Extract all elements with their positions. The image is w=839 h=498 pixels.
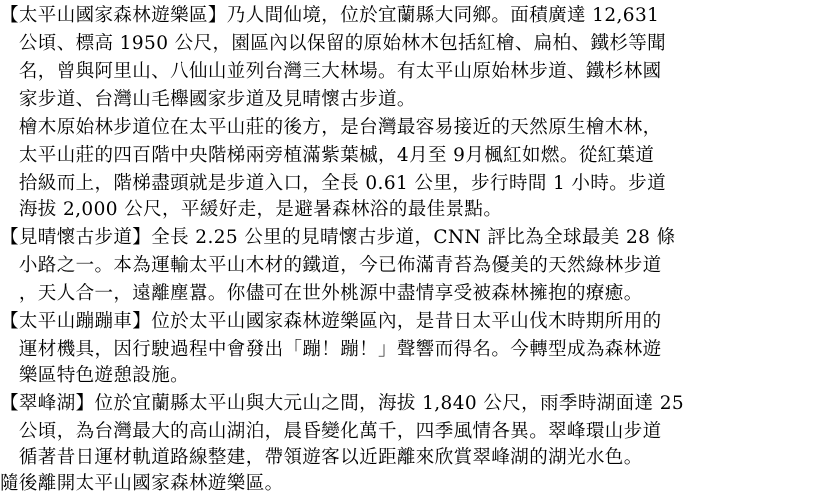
paragraph-1-line-8: 海拔 2,000 公尺，平緩好走，是避暑森林浴的最佳景點。 [0, 199, 503, 220]
paragraph-3-line-1: 【太平山蹦蹦車】位於太平山國家森林遊樂區內，是昔日太平山伐木時期所用的 [0, 311, 662, 332]
paragraph-1-line-5: 檜木原始林步道位在太平山莊的後方，是台灣最容易接近的天然原生檜木林， [0, 117, 662, 138]
paragraph-1-line-4: 家步道、台灣山毛櫸國家步道及見晴懷古步道。 [0, 89, 416, 110]
paragraph-4-line-1: 【翠峰湖】位於宜蘭縣太平山與大元山之間，海拔 1,840 公尺，雨季時湖面達 25 [0, 393, 685, 414]
paragraph-1-line-7: 拾級而上，階梯盡頭就是步道入口，全長 0.61 公里，步行時間 1 小時。步道 [0, 173, 666, 194]
paragraph-3-line-3: 樂區特色遊憩設施。 [0, 365, 190, 386]
paragraph-1-line-6: 太平山莊的四百階中央階梯兩旁植滿紫葉槭，4月至 9月楓紅如燃。從紅葉道 [0, 145, 655, 166]
paragraph-1-line-1: 【太平山國家森林遊樂區】乃人間仙境，位於宜蘭縣大同鄉。面積廣達 12,631 [0, 5, 660, 26]
paragraph-2-line-2: 小路之一。本為運輸太平山木材的鐵道，今已佈滿青苔為優美的天然綠林步道 [0, 255, 662, 276]
paragraph-1-line-3: 名，曾與阿里山、八仙山並列台灣三大林場。有太平山原始林步道、鐵杉林國 [0, 61, 662, 82]
paragraph-4-line-2: 公頃，為台灣最大的高山湖泊，晨昏變化萬千，四季風情各異。翠峰環山步道 [0, 421, 662, 442]
paragraph-1-line-2: 公頃、標高 1950 公尺，園區內以保留的原始林木包括紅檜、扁柏、鐵杉等聞 [0, 33, 667, 54]
paragraph-2-line-3: ，天人合一，遠離塵囂。你儘可在世外桃源中盡情享受被森林擁抱的療癒。 [0, 283, 643, 304]
paragraph-5-line-1: 隨後離開太平山國家森林遊樂區。 [0, 473, 284, 494]
paragraph-4-line-3: 循著昔日運材軌道路線整建，帶領遊客以近距離來欣賞翠峰湖的湖光水色。 [0, 447, 643, 468]
paragraph-3-line-2: 運材機具，因行駛過程中會發出「蹦！蹦！」聲響而得名。今轉型成為森林遊 [0, 339, 662, 360]
paragraph-2-line-1: 【見晴懷古步道】全長 2.25 公里的見晴懷古步道，CNN 評比為全球最美 28 條 [0, 227, 676, 248]
